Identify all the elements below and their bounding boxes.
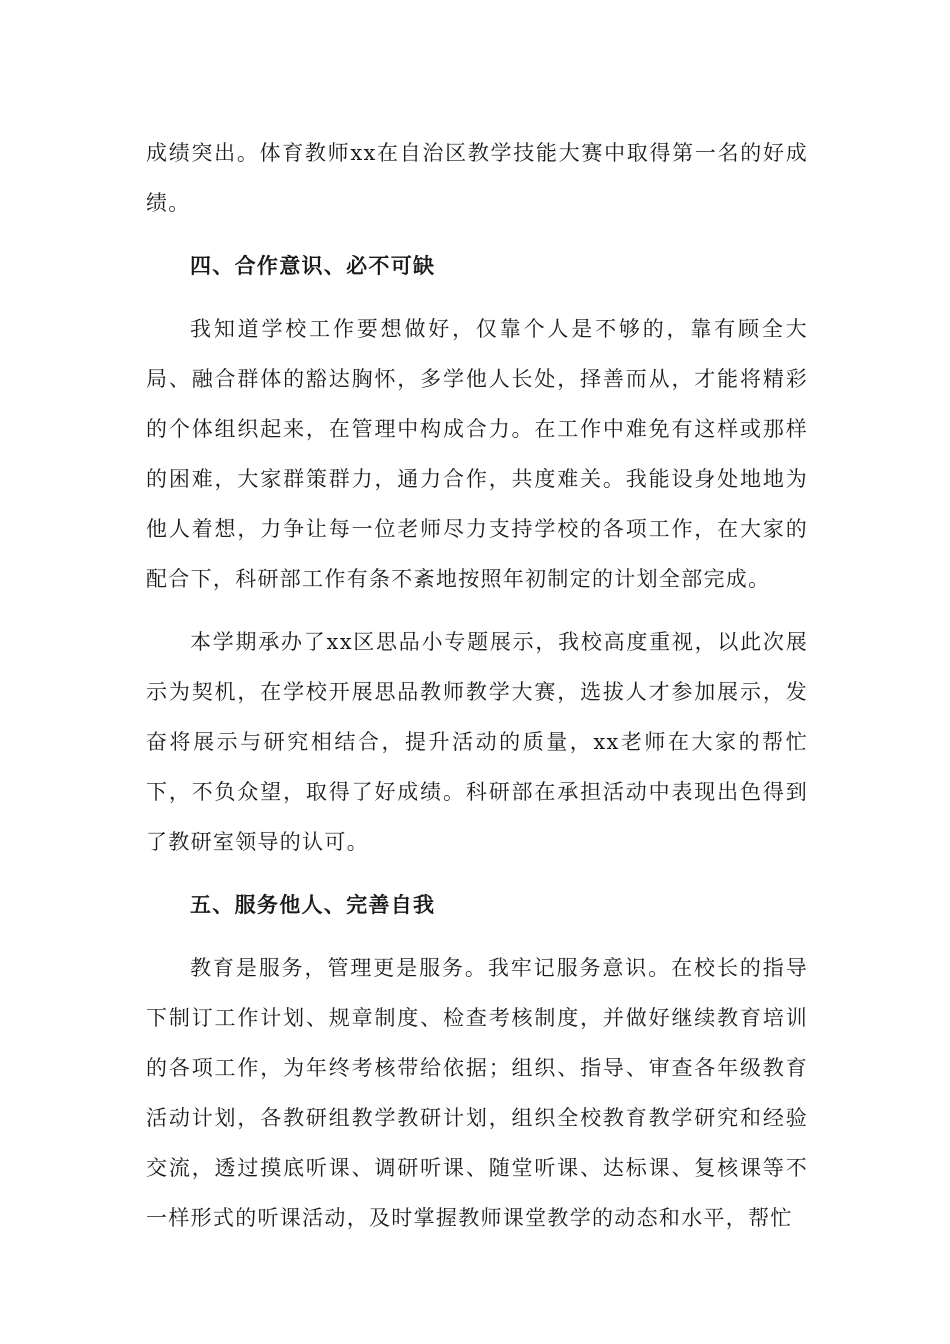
document-body bbox=[146, 128, 808, 1256]
paragraph-continued: 成绩突出。体育教师xx在自治区教学技能大赛中取得第一名的好成绩。 bbox=[146, 141, 808, 215]
section-heading-four: 四、合作意识、必不可缺 bbox=[190, 253, 436, 278]
paragraph-cooperation: 我知道学校工作要想做好，仅靠个人是不够的，靠有顾全大局、融合群体的豁达胸怀，多学他人长处，择善而从，才能将精彩的个体组织起来，在管理中构成合力。在工作中难免有这样或那样的困难，大家群策群力，通力合作，共度难关。我能设身处地地为他人着想，力争让每一位老师尽力支持学校的各项工作，在大家的配合下，科研部工作有条不紊地按照年初制定的计划全部完成。 bbox=[146, 317, 808, 591]
paragraph-service: 教育是服务，管理更是服务。我牢记服务意识。在校长的指导下制订工作计划、规章制度、检查考核制度，并做好继续教育培训的各项工作，为年终考核带给依据；组织、指导、审查各年级教育活动计划，各教研组教学教研计划，组织全校教育教学研究和经验交流，透过摸底听课、调研听课、随堂听课、达标课、复核课等不一样形式的听课活动，及时掌握教师课堂教学的动态和水平，帮忙 bbox=[146, 956, 808, 1230]
paragraph-showcase: 本学期承办了xx区思品小专题展示，我校高度重视，以此次展示为契机，在学校开展思品教师教学大赛，选拔人才参加展示，发奋将展示与研究相结合，提升活动的质量，xx老师在大家的帮忙下，不负众望，取得了好成绩。科研部在承担活动中表现出色得到了教研室领导的认可。 bbox=[146, 630, 808, 854]
section-heading-five: 五、服务他人、完善自我 bbox=[190, 892, 436, 917]
